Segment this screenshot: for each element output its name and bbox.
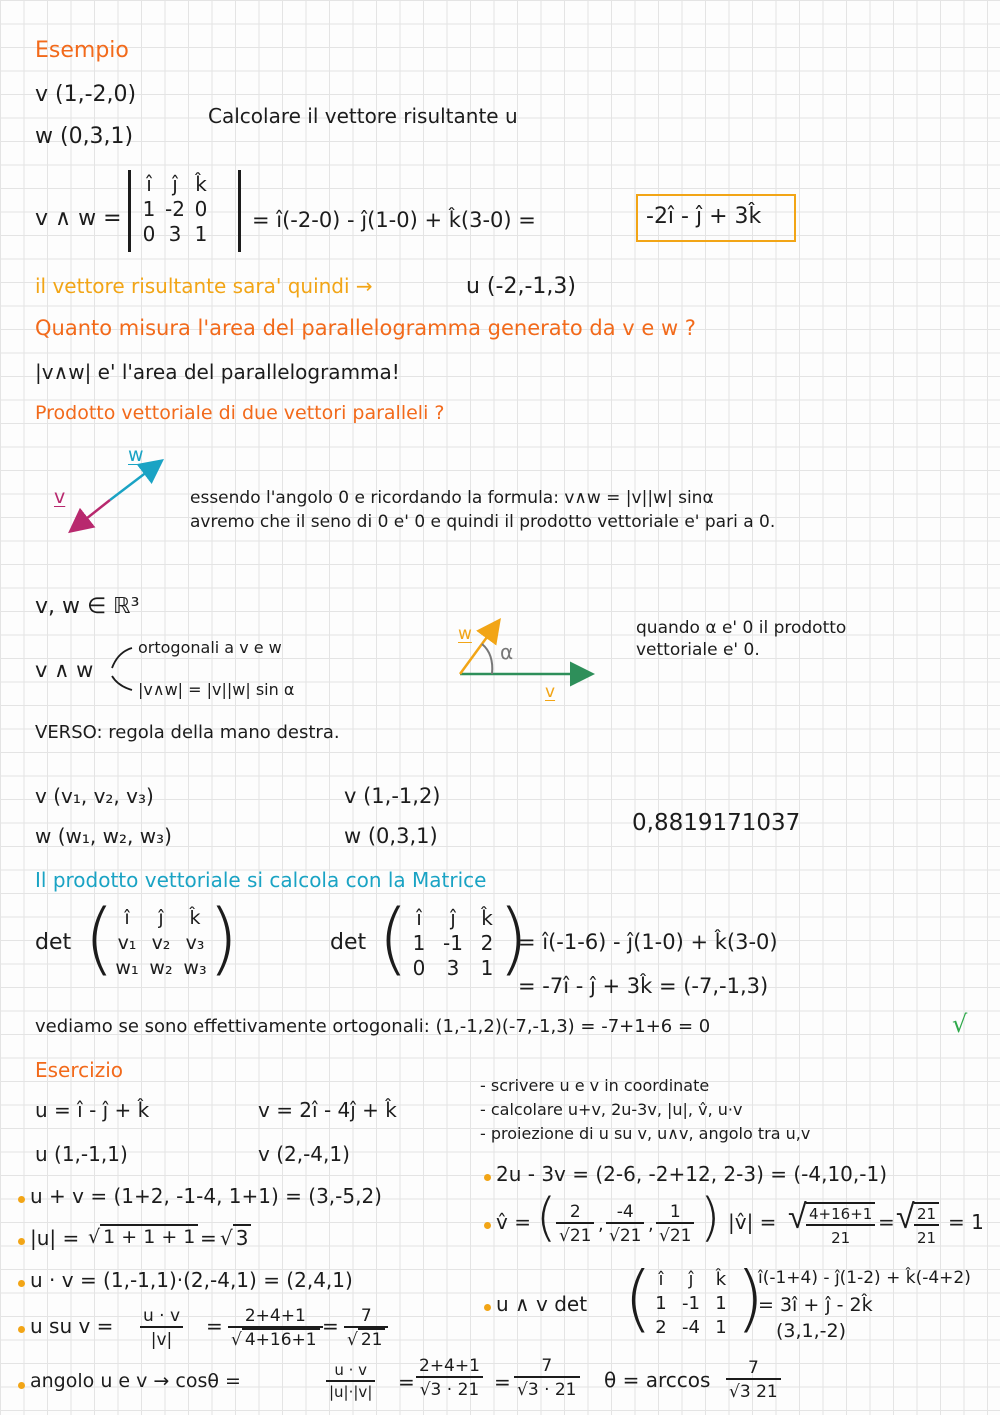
angle-frac-2: [416, 1356, 483, 1400]
matrix-cell: 1: [655, 1293, 667, 1314]
instruction-text: Calcolare il vettore risultante u: [208, 104, 518, 128]
bullet: [18, 1326, 25, 1333]
linear-combination: 2u - 3v = (2-6, -2+12, 2-3) = (-4,10,-1): [496, 1162, 888, 1186]
norm-u-lhs: |u| =: [30, 1226, 80, 1250]
result-sentence: il vettore risultante sara' quindi →: [35, 274, 373, 298]
task-1: - scrivere u e v in coordinate: [480, 1076, 710, 1095]
matrix-cell: w₃: [183, 957, 207, 979]
angle-lhs: angolo u e v → cosθ =: [30, 1370, 241, 1392]
matrix-cell: v₃: [185, 932, 205, 954]
angle-note-line2: vettoriale e' 0.: [636, 640, 760, 660]
cross-uv-lhs: u ∧ v det: [496, 1292, 588, 1316]
matrix-cell: ĵ: [172, 172, 178, 196]
paren-left-general: (: [84, 894, 115, 984]
unit-vector-comp-1-num: 2: [556, 1202, 594, 1224]
angle-alpha-label: α: [500, 640, 514, 664]
angle-frac-3: [514, 1356, 580, 1400]
dot-product: u · v = (1,-1,1)·(2,-4,1) = (2,4,1): [30, 1268, 353, 1292]
comma: ,: [648, 1214, 654, 1235]
projection-frac-2-den: √ 4+16+1: [228, 1328, 323, 1350]
unit-vector-comp-1: [556, 1202, 594, 1246]
matrix-cell: 2: [655, 1317, 667, 1338]
matrix-cell: k̂: [189, 907, 201, 929]
matrix-cell: 1: [715, 1317, 727, 1338]
equals-sign: =: [322, 1314, 339, 1338]
matrix-cell: -4: [682, 1317, 700, 1338]
angle-frac-2-den: √3 · 21: [419, 1380, 480, 1400]
unit-vector-comp-2-num: -4: [606, 1202, 644, 1224]
cross-product-lhs: v ∧ w =: [35, 206, 122, 231]
matrix-cell: 2: [480, 931, 494, 955]
matrix-cell: 1: [194, 222, 208, 246]
unit-vector-comp-3-num: 1: [656, 1202, 694, 1224]
matrix-cell: 1: [142, 197, 156, 221]
unit-norm-frac-1: [806, 1202, 875, 1248]
equals-sign: =: [206, 1314, 223, 1338]
w-example-components: w (0,3,1): [344, 824, 438, 848]
matrix-cell: 1: [715, 1293, 727, 1314]
bullet: [484, 1222, 491, 1229]
vector-w-definition: w (0,3,1): [35, 124, 134, 149]
paren-left: (: [536, 1188, 557, 1248]
cross-uv-vector: (3,1,-2): [776, 1320, 847, 1342]
cross-uv-result: = 3î + ĵ - 2k̂: [758, 1294, 873, 1316]
matrix-cell: 3: [168, 222, 182, 246]
v-definition: v = 2î - 4ĵ + k̂: [258, 1098, 397, 1122]
matrix-method-heading: Il prodotto vettoriale si calcola con la Matrice: [35, 868, 487, 892]
norm-u-result: √ 3: [220, 1228, 251, 1248]
angle-frac-3-num: 7: [514, 1356, 580, 1378]
projection-frac-2: [228, 1306, 323, 1350]
angle-arc: [482, 644, 492, 674]
matrix-cell: 0: [194, 197, 208, 221]
v-coordinates: v (2,-4,1): [258, 1142, 350, 1166]
unit-vector-comp-2-den: √21: [609, 1226, 642, 1246]
cross-product-label: v ∧ w: [35, 658, 94, 682]
paren-right-general: ): [208, 894, 239, 984]
u-definition: u = î - ĵ + k̂: [35, 1098, 150, 1122]
cross-product-expansion: = î(-2-0) - ĵ(1-0) + k̂(3-0) =: [252, 208, 536, 232]
example-result: = -7î - ĵ + 3k̂ = (-7,-1,3): [518, 974, 769, 998]
unit-vector-comp-1-den-text: 21: [569, 1226, 592, 1246]
det-label-general: det: [35, 930, 72, 955]
unit-norm-frac-2-num: 21: [914, 1204, 939, 1226]
angle-v-label: v: [545, 682, 556, 702]
projection-frac-1: [140, 1306, 183, 1350]
orthogonal-branch: ortogonali a v e w: [138, 638, 282, 657]
norm-u-result-radicand: 3: [233, 1224, 252, 1250]
angle-frac-3-den-text: 3 · 21: [527, 1380, 577, 1400]
bullet: [484, 1174, 491, 1181]
angle-frac-2-num: 2+4+1: [416, 1356, 483, 1378]
matrix-cell: 3: [446, 956, 460, 980]
cross-uv-matrix: [646, 1268, 736, 1340]
branch-up-arrow: [112, 648, 132, 668]
projection-frac-3-radicand: 21: [358, 1328, 386, 1350]
matrix-cell: 0: [142, 222, 156, 246]
magnitude-branch: |v∧w| = |v||w| sin α: [138, 680, 295, 699]
bullet: [484, 1304, 491, 1311]
equals-sign: =: [494, 1370, 511, 1394]
paren-left: (: [624, 1256, 653, 1340]
angle-w-label: w: [458, 624, 472, 644]
orthogonality-check: vediamo se sono effettivamente ortogonali: (1,-1,2)(-7,-1,3) = -7+1+6 = 0: [35, 1016, 711, 1037]
exercise-title: Esercizio: [35, 1058, 123, 1082]
paren-right: ): [700, 1188, 721, 1248]
parallel-explanation-line1: essendo l'angolo 0 e ricordando la formula: v∧w = |v||w| sinα: [190, 488, 714, 508]
paren-left-example: (: [378, 894, 409, 984]
bullet: [18, 1280, 25, 1287]
unit-norm-frac-2-den: 21: [917, 1229, 937, 1247]
check-mark-icon: √: [952, 1010, 968, 1038]
bullet: [18, 1238, 25, 1245]
v-general-components: v (v₁, v₂, v₃): [35, 784, 154, 808]
angle-frac-4: [726, 1358, 781, 1402]
bullet: [18, 1196, 25, 1203]
matrix-cell: k̂: [481, 906, 493, 930]
angle-frac-2-den-text: 3 · 21: [430, 1380, 480, 1400]
angle-frac-4-num: 7: [726, 1358, 781, 1380]
unit-norm-lhs: |v̂| =: [728, 1210, 777, 1234]
norm-u-radicand: 1 + 1 + 1: [100, 1224, 198, 1248]
matrix-cell: w₁: [115, 957, 139, 979]
matrix-cell: k̂: [715, 1269, 727, 1290]
unit-norm-frac-2: [914, 1202, 939, 1248]
matrix-cell: î: [124, 907, 130, 929]
equals-sign: =: [878, 1210, 895, 1234]
matrix-cell: 0: [412, 956, 426, 980]
paren-right: ): [736, 1256, 765, 1340]
angle-frac-1-num: u · v: [326, 1360, 375, 1382]
vector-w-arrow: [110, 462, 160, 500]
cross-uv-expansion: î(-1+4) - ĵ(1-2) + k̂(-4+2): [758, 1268, 971, 1288]
matrix-cell: k̂: [195, 172, 207, 196]
area-answer: |v∧w| e' l'area del parallelogramma!: [35, 360, 400, 384]
bullet: [18, 1382, 25, 1389]
general-matrix: [110, 906, 212, 981]
matrix-cell: î: [658, 1269, 664, 1290]
unit-norm-frac-1-num: 4+16+1: [806, 1204, 875, 1226]
unit-norm-frac-1-den: 21: [831, 1229, 851, 1247]
area-question: Quanto misura l'area del parallelogramma generato da v e w ?: [35, 316, 696, 340]
angle-frac-4-den-text: 3 21: [739, 1382, 778, 1402]
matrix-cell: 1: [480, 956, 494, 980]
projection-frac-3: [344, 1306, 388, 1350]
matrix-cell: w₂: [149, 957, 173, 979]
projection-frac-3-den: √ 21: [344, 1328, 388, 1350]
parallel-explanation-line2: avremo che il seno di 0 e' 0 e quindi il prodotto vettoriale e' pari a 0.: [190, 512, 776, 532]
unit-norm-result: = 1: [948, 1210, 984, 1234]
w-general-components: w (w₁, w₂, w₃): [35, 824, 172, 848]
projection-frac-2-radicand: 4+16+1: [242, 1328, 320, 1350]
result-vector: u (-2,-1,3): [466, 274, 576, 299]
norm-u-radical: √ 1 + 1 + 1: [88, 1228, 198, 1247]
projection-lhs: u su v =: [30, 1314, 114, 1338]
u-coordinates: u (1,-1,1): [35, 1142, 128, 1166]
radical-sign: √: [788, 1197, 807, 1237]
example-expansion: = î(-1-6) - ĵ(1-0) + k̂(3-0): [518, 930, 778, 954]
task-3: - proiezione di u su v, u∧v, angolo tra u,v: [480, 1124, 811, 1143]
branch-down-arrow: [112, 676, 132, 690]
unit-vector-comp-2: [606, 1202, 644, 1246]
radical-sign: √: [896, 1197, 915, 1237]
matrix-cell: ĵ: [450, 906, 456, 930]
matrix-cell: ĵ: [158, 907, 164, 929]
matrix-cell: î: [146, 172, 152, 196]
comma: ,: [598, 1214, 604, 1235]
matrix-cell: ĵ: [688, 1269, 694, 1290]
unit-vector-comp-3-den: √21: [659, 1226, 692, 1246]
paren-right-example: ): [498, 894, 529, 984]
norm-u-equals: =: [200, 1226, 217, 1250]
task-2: - calcolare u+v, 2u-3v, |u|, v̂, u·v: [480, 1100, 743, 1119]
unit-vector-comp-3: [656, 1202, 694, 1246]
matrix-cell: î: [416, 906, 422, 930]
sum-result: u + v = (1+2, -1-4, 1+1) = (3,-5,2): [30, 1184, 382, 1208]
angle-frac-1-den: |u|·|v|: [329, 1383, 373, 1401]
projection-frac-1-den: |v|: [150, 1330, 173, 1350]
angle-frac-3-den: √3 · 21: [517, 1380, 577, 1400]
result-boxed-value: -2î - ĵ + 3k̂: [646, 204, 762, 229]
v-example-components: v (1,-1,2): [344, 784, 441, 808]
projection-frac-2-num: 2+4+1: [228, 1306, 323, 1328]
matrix-cell: 1: [412, 931, 426, 955]
angle-note-line1: quando α e' 0 il prodotto: [636, 618, 847, 638]
projection-frac-1-num: u · v: [140, 1306, 183, 1328]
unit-vector-comp-3-den-text: 21: [669, 1226, 692, 1246]
matrix-cell: v₁: [117, 932, 137, 954]
diagram-label-w: w: [128, 444, 144, 466]
vector-v-definition: v (1,-2,0): [35, 82, 137, 107]
theta-arccos: θ = arccos: [604, 1368, 711, 1392]
example-matrix: [402, 906, 504, 981]
projection-frac-3-num: 7: [344, 1306, 388, 1328]
parallel-question: Prodotto vettoriale di due vettori paralleli ?: [35, 402, 445, 424]
unit-vector-comp-1-den: √21: [559, 1226, 592, 1246]
membership-statement: v, w ∈ ℝ³: [35, 594, 140, 619]
angle-frac-1: [326, 1360, 375, 1402]
unit-vector-comp-2-den-text: 21: [619, 1226, 642, 1246]
matrix-cell: -1: [682, 1293, 700, 1314]
matrix-cell: -2: [165, 197, 185, 221]
diagram-label-v: v: [54, 486, 66, 508]
equals-sign: =: [398, 1370, 415, 1394]
example-title: Esempio: [35, 38, 129, 63]
verso-rule: VERSO: regola della mano destra.: [35, 722, 340, 743]
matrix-cell: v₂: [151, 932, 171, 954]
unit-vector-lhs: v̂ =: [496, 1210, 531, 1234]
matrix-cell: -1: [443, 931, 463, 955]
det-label-example: det: [330, 930, 367, 955]
vector-v-arrow: [72, 500, 110, 530]
angle-frac-4-den: √3 21: [729, 1382, 778, 1402]
decimal-number: 0,8819171037: [632, 810, 801, 836]
